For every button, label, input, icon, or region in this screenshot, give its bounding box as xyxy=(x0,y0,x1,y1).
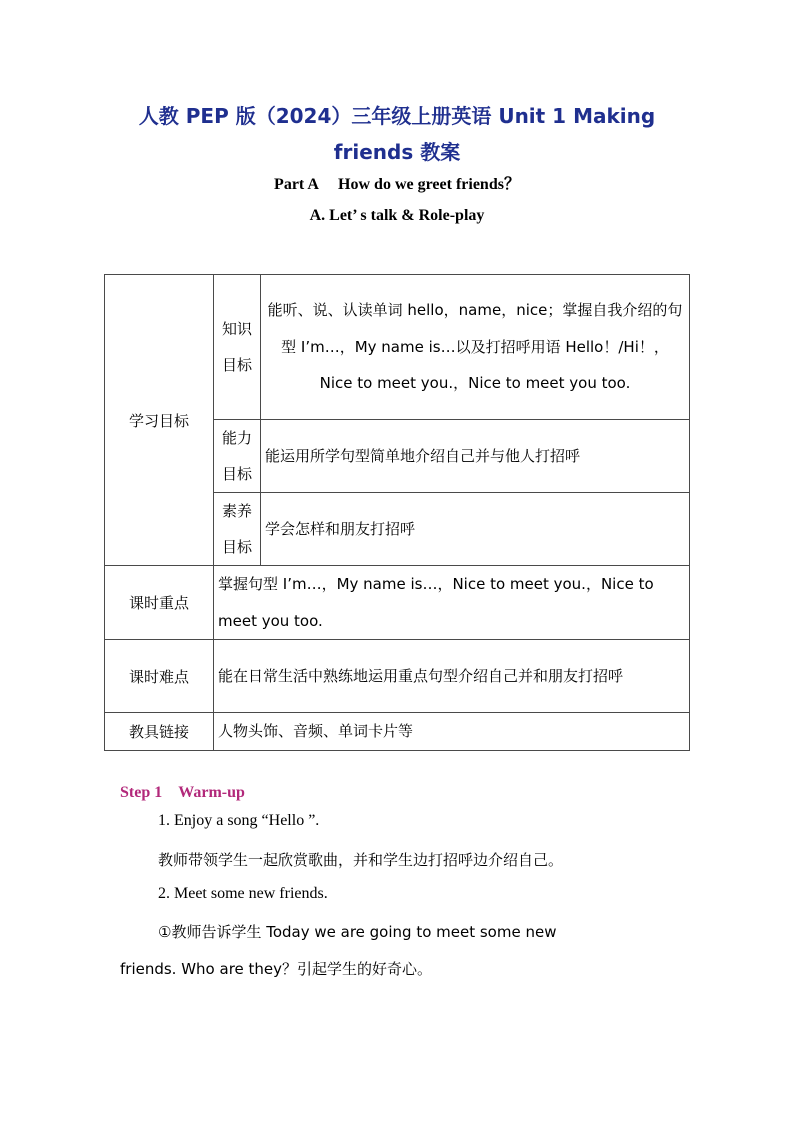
objectives-table xyxy=(104,274,690,751)
table-row xyxy=(105,275,690,420)
table-row xyxy=(105,713,690,751)
literacy-objective-label: 素养目标 xyxy=(214,493,261,566)
ability-objective-label: 能力目标 xyxy=(214,420,261,493)
part-heading: Part A How do we greet friends？ xyxy=(274,176,520,193)
knowledge-objective-content: 能听、说、认读单词 hello，name，nice；掌握自我介绍的句型 I’m…，My name is…以及打招呼用语 Hello！/Hi！，Nice to meet you.，Nice to meet you too. xyxy=(261,275,690,420)
document-title-line-1: 人教 PEP 版（2024）三年级上册英语 Unit 1 Making xyxy=(138,104,656,128)
materials-content: 人物头饰、音频、单词卡片等 xyxy=(214,713,690,751)
difficulties-content: 能在日常生活中熟练地运用重点句型介绍自己并和朋友打招呼 xyxy=(214,640,690,713)
table-row xyxy=(105,640,690,713)
knowledge-objective-label: 知识目标 xyxy=(214,275,261,420)
difficulties-label: 课时难点 xyxy=(105,640,214,713)
step-1-item-2: 2. Meet some new friends. xyxy=(158,885,328,902)
step-1-item-1: 1. Enjoy a song “Hello ”. xyxy=(158,812,320,829)
literacy-objective-content: 学会怎样和朋友打招呼 xyxy=(261,493,690,566)
section-heading: A. Let’ s talk & Role-play xyxy=(309,207,485,224)
table-row xyxy=(105,566,690,640)
step-1-heading: Step 1 Warm-up xyxy=(120,784,245,801)
step-1-item-2-description-line-1: ①教师告诉学生 Today we are going to meet some new xyxy=(158,923,557,941)
document-title-line-2: friends 教案 xyxy=(333,140,461,164)
materials-label: 教具链接 xyxy=(105,713,214,751)
key-points-label: 课时重点 xyxy=(105,566,214,640)
key-points-content: 掌握句型 I’m…，My name is…，Nice to meet you.，Nice to meet you too. xyxy=(214,566,690,640)
ability-objective-content: 能运用所学句型简单地介绍自己并与他人打招呼 xyxy=(261,420,690,493)
step-1-item-1-description: 教师带领学生一起欣赏歌曲，并和学生边打招呼边介绍自己。 xyxy=(158,851,564,869)
objectives-group-label: 学习目标 xyxy=(105,275,214,566)
step-1-item-2-description-line-2: friends. Who are they？引起学生的好奇心。 xyxy=(120,960,433,978)
